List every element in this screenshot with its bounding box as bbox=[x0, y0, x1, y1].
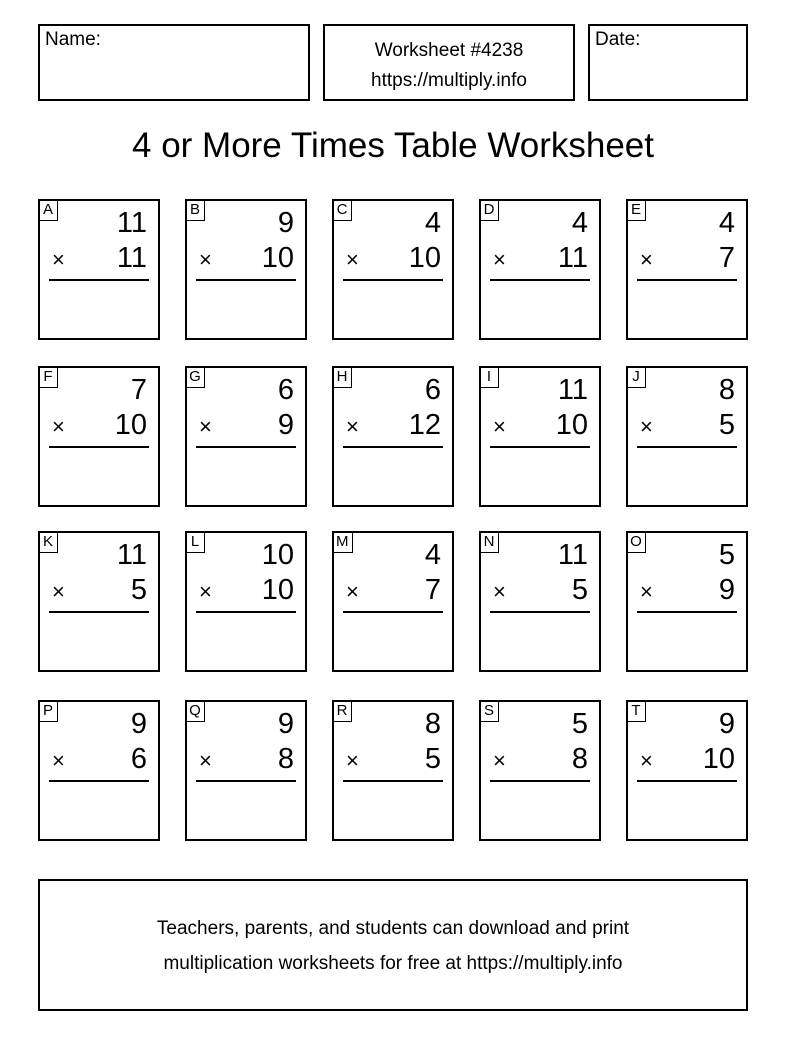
problem-letter: A bbox=[38, 199, 58, 221]
problem-letter: S bbox=[479, 700, 499, 722]
problem-letter: O bbox=[626, 531, 646, 553]
answer-line bbox=[196, 611, 296, 613]
problem-letter: F bbox=[38, 366, 58, 388]
answer-line bbox=[490, 780, 590, 782]
times-sign-icon: × bbox=[640, 748, 653, 773]
problem-letter: H bbox=[332, 366, 352, 388]
answer-line bbox=[490, 611, 590, 613]
problem-card bbox=[626, 531, 748, 672]
times-sign-icon: × bbox=[493, 247, 506, 272]
answer-line bbox=[637, 446, 737, 448]
answer-line bbox=[49, 279, 149, 281]
problem-letter: N bbox=[479, 531, 499, 553]
times-sign-icon: × bbox=[640, 247, 653, 272]
multiplier: 9 bbox=[277, 409, 294, 441]
problem-letter: I bbox=[479, 366, 499, 388]
problem-card bbox=[38, 700, 160, 841]
multiplicand: 9 bbox=[130, 708, 147, 740]
times-sign-icon: × bbox=[52, 247, 65, 272]
problem-card bbox=[332, 199, 454, 340]
answer-line bbox=[196, 446, 296, 448]
times-sign-icon: × bbox=[199, 414, 212, 439]
multiplicand: 8 bbox=[718, 374, 735, 406]
problem-card bbox=[479, 531, 601, 672]
multiplicand: 5 bbox=[571, 708, 588, 740]
problem-letter: P bbox=[38, 700, 58, 722]
answer-line bbox=[343, 611, 443, 613]
times-sign-icon: × bbox=[199, 748, 212, 773]
multiplier: 10 bbox=[408, 242, 441, 274]
problem-card bbox=[626, 366, 748, 507]
answer-line bbox=[637, 780, 737, 782]
times-sign-icon: × bbox=[52, 414, 65, 439]
answer-line bbox=[637, 279, 737, 281]
multiplier: 10 bbox=[702, 743, 735, 775]
times-sign-icon: × bbox=[493, 748, 506, 773]
multiplicand: 6 bbox=[277, 374, 294, 406]
multiplicand: 6 bbox=[424, 374, 441, 406]
multiplier: 5 bbox=[130, 574, 147, 606]
problem-card bbox=[185, 366, 307, 507]
answer-line bbox=[196, 780, 296, 782]
multiplier: 11 bbox=[116, 242, 147, 274]
problem-card bbox=[185, 199, 307, 340]
problem-card bbox=[332, 700, 454, 841]
multiplier: 12 bbox=[408, 409, 441, 441]
problem-card bbox=[626, 199, 748, 340]
problem-letter: Q bbox=[185, 700, 205, 722]
multiplicand: 4 bbox=[424, 539, 441, 571]
answer-line bbox=[49, 780, 149, 782]
multiplier: 8 bbox=[571, 743, 588, 775]
problem-card bbox=[38, 366, 160, 507]
problem-card bbox=[185, 531, 307, 672]
multiplicand: 4 bbox=[571, 207, 588, 239]
times-sign-icon: × bbox=[493, 579, 506, 604]
problem-card bbox=[38, 199, 160, 340]
problem-card bbox=[38, 531, 160, 672]
problem-letter: T bbox=[626, 700, 646, 722]
answer-line bbox=[490, 279, 590, 281]
multiplier: 7 bbox=[424, 574, 441, 606]
multiplier: 10 bbox=[114, 409, 147, 441]
problem-card bbox=[479, 700, 601, 841]
answer-line bbox=[637, 611, 737, 613]
times-sign-icon: × bbox=[346, 247, 359, 272]
problem-card bbox=[479, 199, 601, 340]
problem-card bbox=[626, 700, 748, 841]
multiplier: 10 bbox=[261, 242, 294, 274]
times-sign-icon: × bbox=[52, 748, 65, 773]
worksheet-url[interactable]: https://multiply.info bbox=[371, 70, 527, 91]
problem-letter: G bbox=[185, 366, 205, 388]
times-sign-icon: × bbox=[52, 579, 65, 604]
answer-line bbox=[343, 279, 443, 281]
problem-letter: D bbox=[479, 199, 499, 221]
multiplier: 7 bbox=[718, 242, 735, 274]
footer-line-2: multiplication worksheets for free at https://multiply.info bbox=[163, 953, 623, 974]
name-label: Name: bbox=[45, 29, 101, 50]
problem-card bbox=[332, 531, 454, 672]
multiplicand: 7 bbox=[130, 374, 147, 406]
problem-letter: L bbox=[185, 531, 205, 553]
problem-letter: C bbox=[332, 199, 352, 221]
multiplicand: 11 bbox=[557, 539, 588, 571]
multiplicand: 10 bbox=[261, 539, 294, 571]
footer-box bbox=[38, 879, 748, 1011]
multiplier: 10 bbox=[555, 409, 588, 441]
problem-letter: K bbox=[38, 531, 58, 553]
date-field[interactable] bbox=[588, 24, 748, 101]
answer-line bbox=[196, 279, 296, 281]
multiplicand: 4 bbox=[718, 207, 735, 239]
times-sign-icon: × bbox=[346, 748, 359, 773]
multiplier: 5 bbox=[718, 409, 735, 441]
times-sign-icon: × bbox=[346, 579, 359, 604]
multiplier: 6 bbox=[130, 743, 147, 775]
answer-line bbox=[49, 611, 149, 613]
page-title: 4 or More Times Table Worksheet bbox=[132, 126, 654, 165]
date-label: Date: bbox=[595, 29, 641, 50]
multiplier: 5 bbox=[424, 743, 441, 775]
multiplier: 8 bbox=[277, 743, 294, 775]
multiplicand: 9 bbox=[718, 708, 735, 740]
multiplicand: 11 bbox=[116, 207, 147, 239]
multiplier: 11 bbox=[557, 242, 588, 274]
problem-letter: M bbox=[332, 531, 353, 553]
answer-line bbox=[49, 446, 149, 448]
times-sign-icon: × bbox=[640, 579, 653, 604]
answer-line bbox=[343, 446, 443, 448]
multiplicand: 4 bbox=[424, 207, 441, 239]
worksheet-id: Worksheet #4238 bbox=[374, 40, 524, 61]
times-sign-icon: × bbox=[199, 579, 212, 604]
answer-line bbox=[490, 446, 590, 448]
times-sign-icon: × bbox=[640, 414, 653, 439]
name-field[interactable] bbox=[38, 24, 310, 101]
times-sign-icon: × bbox=[346, 414, 359, 439]
problem-card bbox=[332, 366, 454, 507]
problem-letter: E bbox=[626, 199, 646, 221]
worksheet-info-box bbox=[323, 24, 575, 101]
multiplicand: 5 bbox=[718, 539, 735, 571]
footer-line-1: Teachers, parents, and students can download and print bbox=[156, 918, 630, 939]
problem-card bbox=[479, 366, 601, 507]
multiplicand: 11 bbox=[557, 374, 588, 406]
multiplier: 9 bbox=[718, 574, 735, 606]
problem-letter: B bbox=[185, 199, 205, 221]
times-sign-icon: × bbox=[199, 247, 212, 272]
multiplicand: 11 bbox=[116, 539, 147, 571]
multiplier: 10 bbox=[261, 574, 294, 606]
problem-card bbox=[185, 700, 307, 841]
times-sign-icon: × bbox=[493, 414, 506, 439]
multiplier: 5 bbox=[571, 574, 588, 606]
problem-letter: R bbox=[332, 700, 352, 722]
problem-letter: J bbox=[626, 366, 646, 388]
multiplicand: 9 bbox=[277, 708, 294, 740]
multiplicand: 9 bbox=[277, 207, 294, 239]
answer-line bbox=[343, 780, 443, 782]
multiplicand: 8 bbox=[424, 708, 441, 740]
